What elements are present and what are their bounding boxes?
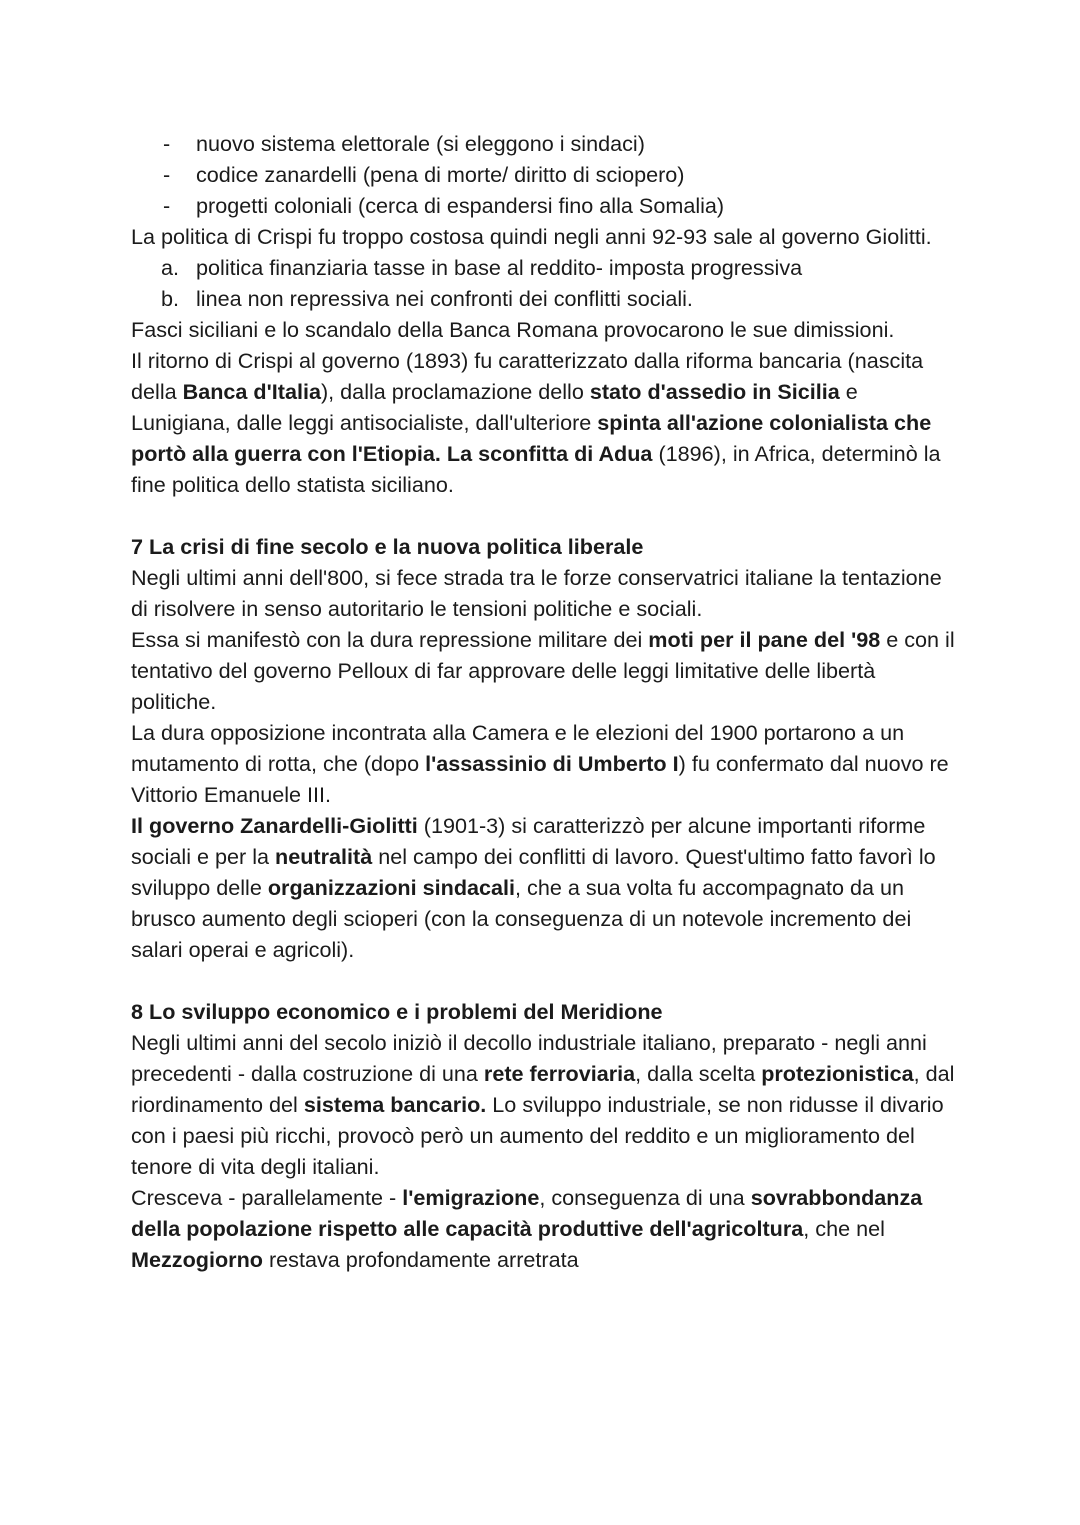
fasci-paragraph: Fasci siciliani e lo scandalo della Banca Romana provocarono le sue dimissioni. bbox=[131, 317, 895, 342]
list-item: - codice zanardelli (pena di morte/ diritto di sciopero) bbox=[131, 159, 961, 190]
dash-marker: - bbox=[163, 162, 171, 187]
section-8-paragraph-2: Cresceva - parallelamente - l'emigrazione, conseguenza di una sovrabbondanza della popolazione rispetto alle capacità produttive dell'agricoltura, che nel Mezzogiorno restava profondamente arretrata bbox=[131, 1185, 923, 1272]
ritorno-crispi-paragraph: Il ritorno di Crispi al governo (1893) fu caratterizzato dalla riforma bancaria (nascita della Banca d'Italia), dalla proclamazione dello stato d'assedio in Sicilia e Lunigiana, dalle leggi antisocialiste, dall'ulteriore spinta all'azione colonialista che portò alla guerra con l'Etiopia. La sconfitta di Adua (1896), in Africa, determinò la fine politica dello statista siciliano. bbox=[131, 348, 941, 497]
list-item: a. politica finanziaria tasse in base al reddito- imposta progressiva bbox=[131, 252, 961, 283]
section-8-paragraph-1: Negli ultimi anni del secolo iniziò il decollo industriale italiano, preparato - negli anni precedenti - dalla costruzione di una rete ferroviaria, dalla scelta protezionistica, dal riordinamento del sistema bancario. Lo sviluppo industriale, se non ridusse il divario con i paesi più ricchi, provocò però un aumento del reddito e un miglioramento del tenore di vita degli italiani. bbox=[131, 1030, 955, 1179]
spacer bbox=[131, 500, 961, 531]
list-item: - nuovo sistema elettorale (si eleggono i sindaci) bbox=[131, 128, 961, 159]
list-item: - progetti coloniali (cerca di espandersi fino alla Somalia) bbox=[131, 190, 961, 221]
section-7-paragraph-1: Negli ultimi anni dell'800, si fece strada tra le forze conservatrici italiane la tentazione di risolvere in senso autoritario le tensioni politiche e sociali. bbox=[131, 565, 942, 621]
list-marker: b. bbox=[161, 286, 180, 311]
dash-marker: - bbox=[163, 131, 171, 156]
section-7-paragraph-4: Il governo Zanardelli-Giolitti (1901-3) si caratterizzò per alcune importanti riforme sociali e per la neutralità nel campo dei conflitti di lavoro. Quest'ultimo fatto favorì lo sviluppo delle organizzazioni sindacali, che a sua volta fu accompagnato da un brusco aumento degli scioperi (con la conseguenza di un notevole incremento dei salari operai e agricoli). bbox=[131, 813, 936, 962]
section-8-heading: 8 Lo sviluppo economico e i problemi del Meridione bbox=[131, 999, 663, 1024]
section-7-paragraph-2: Essa si manifestò con la dura repressione militare dei moti per il pane del '98 e con il tentativo del governo Pelloux di far approvare delle leggi limitative delle libertà politiche. bbox=[131, 627, 955, 714]
list-marker: a. bbox=[161, 255, 180, 280]
dash-marker: - bbox=[163, 193, 171, 218]
intro-bullet-list bbox=[131, 128, 961, 221]
spacer bbox=[131, 965, 961, 996]
crispi-paragraph: La politica di Crispi fu troppo costosa quindi negli anni 92-93 sale al governo Giolitti. bbox=[131, 224, 932, 249]
section-7-heading: 7 La crisi di fine secolo e la nuova politica liberale bbox=[131, 534, 644, 559]
giolitti-list bbox=[131, 252, 961, 314]
list-item: b. linea non repressiva nei confronti dei conflitti sociali. bbox=[131, 283, 961, 314]
section-7-paragraph-3: La dura opposizione incontrata alla Camera e le elezioni del 1900 portarono a un mutamento di rotta, che (dopo l'assassinio di Umberto I) fu confermato dal nuovo re Vittorio Emanuele III. bbox=[131, 720, 949, 807]
document-body bbox=[131, 128, 961, 1275]
